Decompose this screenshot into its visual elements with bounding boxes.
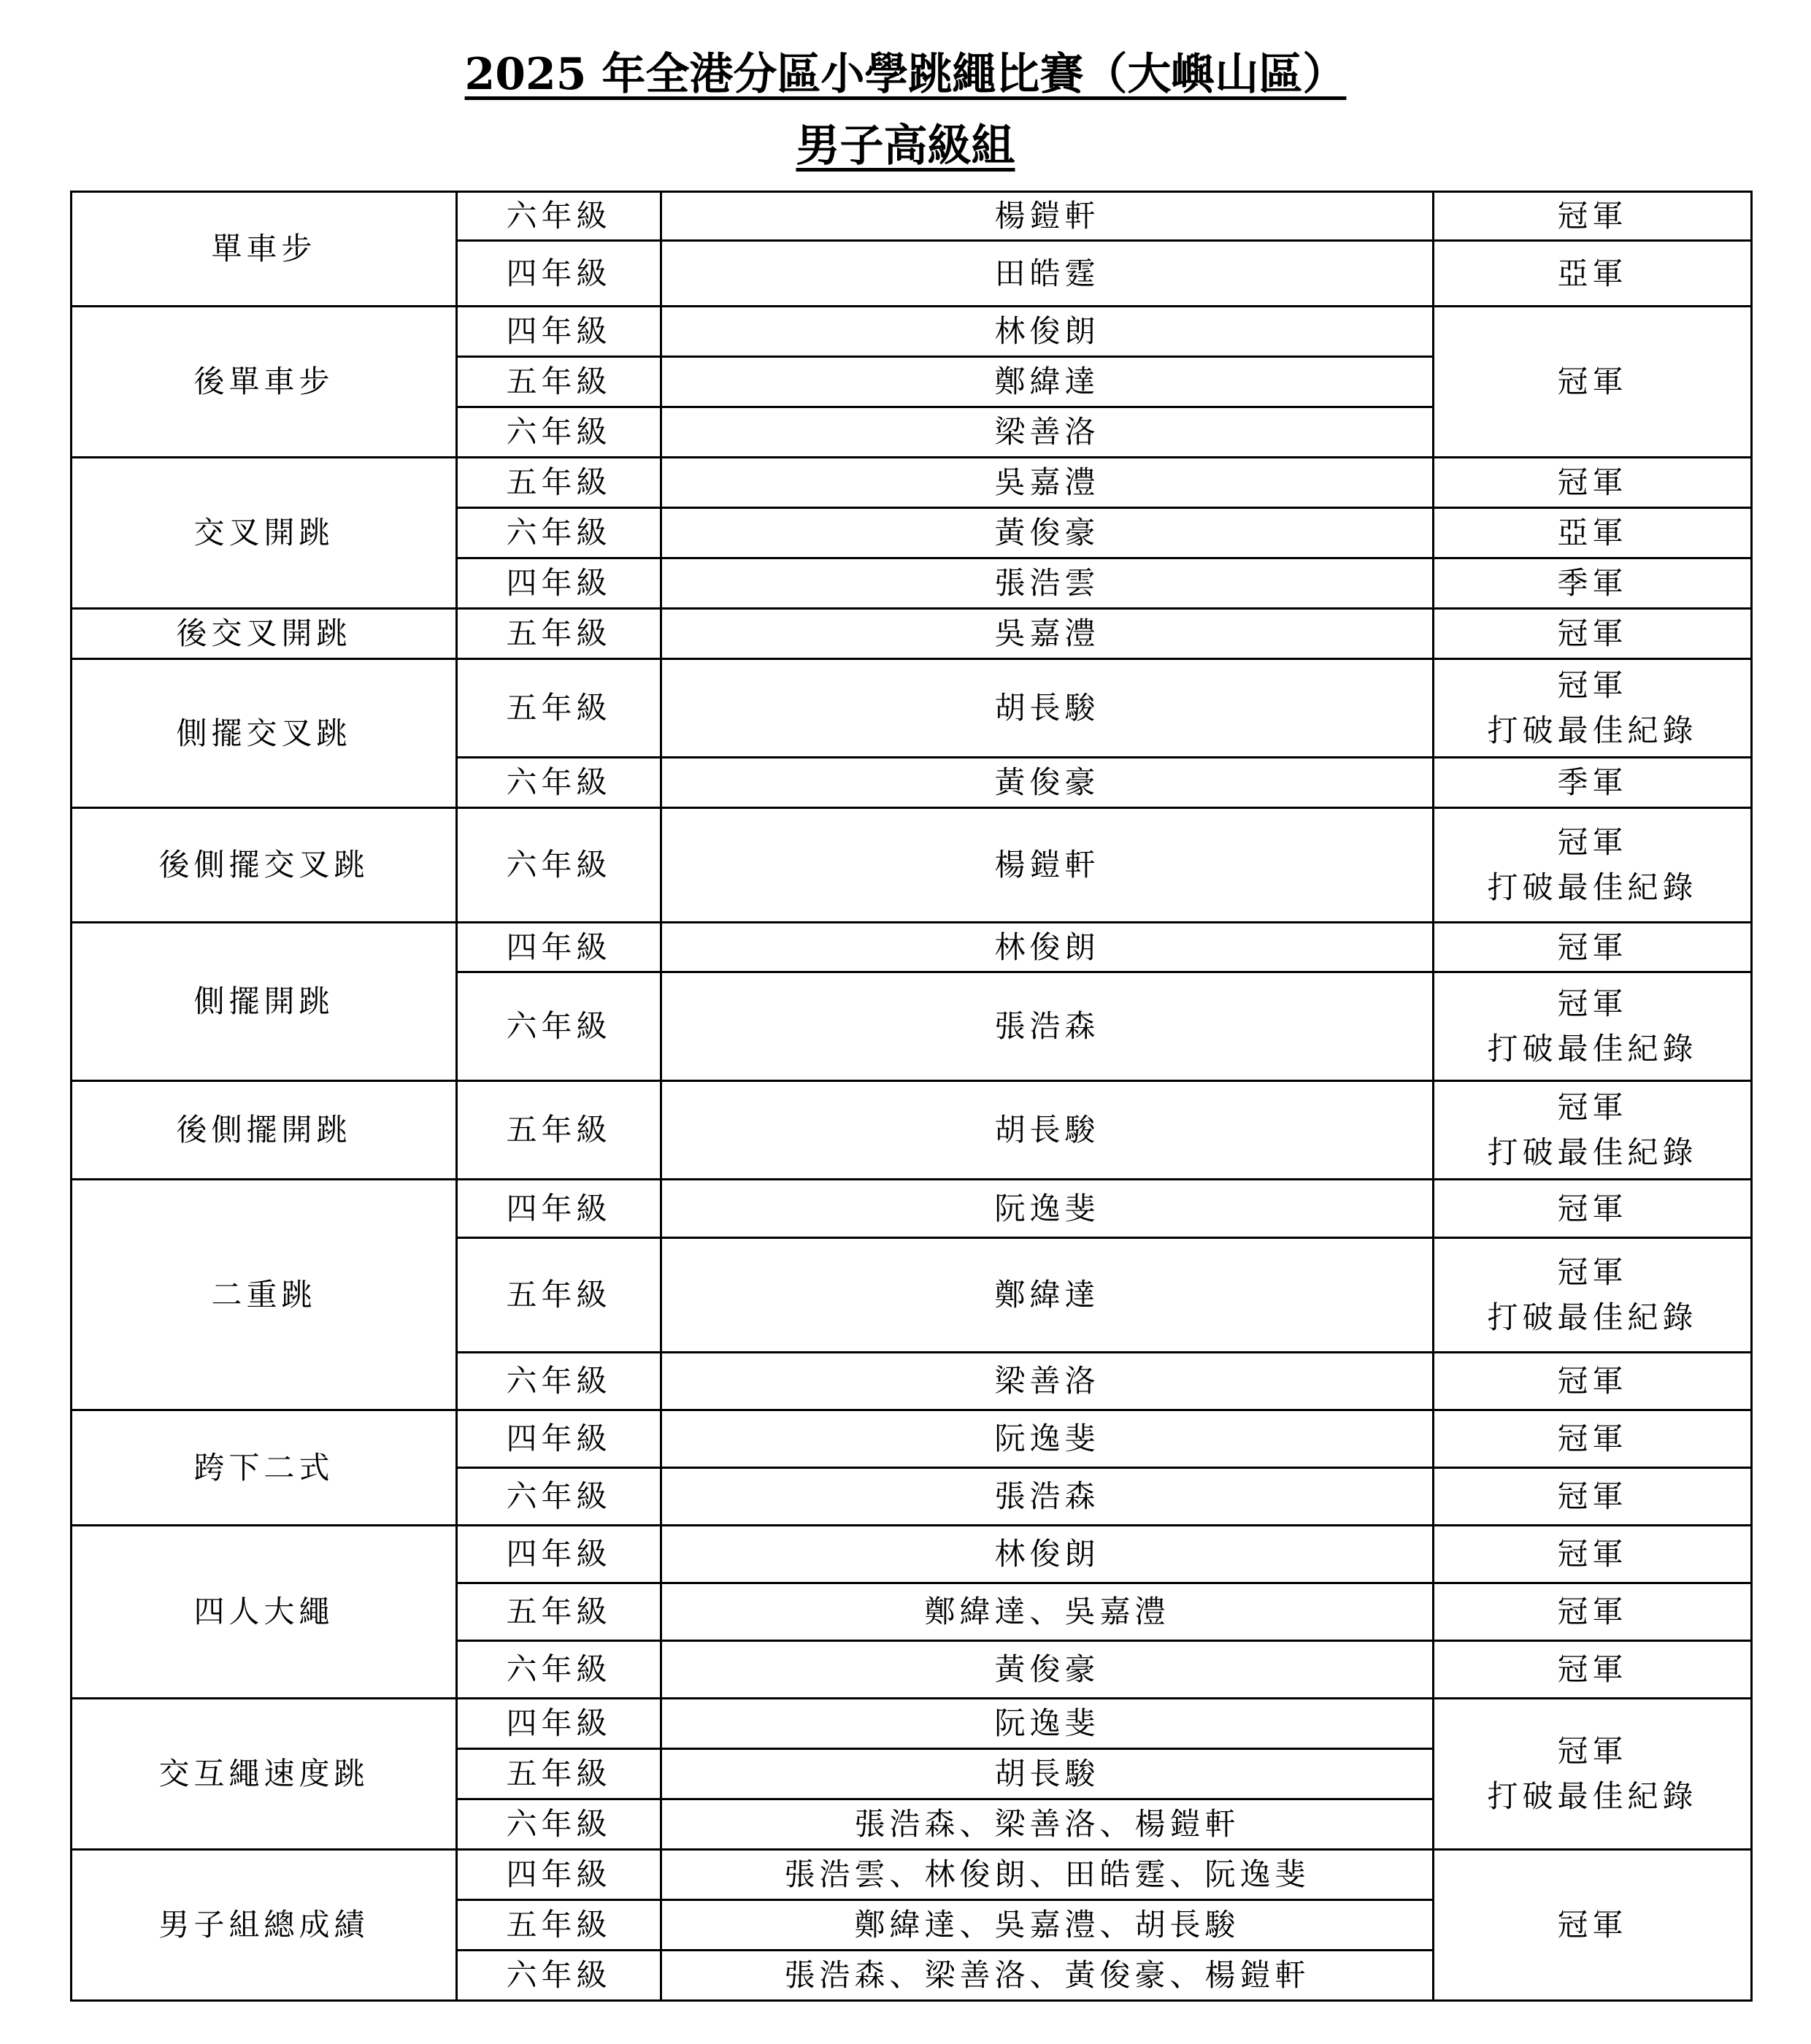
- award-text: 季軍: [1557, 565, 1628, 601]
- names-cell: 鄭緯達: [661, 357, 1434, 407]
- names-cell: 黃俊豪: [661, 508, 1434, 558]
- event-cell: 側擺交叉跳: [72, 659, 457, 808]
- award-cell: [1434, 192, 1752, 241]
- table-row: [72, 659, 1752, 758]
- page-title-text: 2025 年全港分區小學跳繩比賽（大嶼山區）: [464, 49, 1347, 100]
- award-text: 冠軍: [1557, 1421, 1628, 1456]
- grade-cell: 六年級: [457, 1799, 661, 1850]
- award-cell: [1434, 972, 1752, 1081]
- page-subtitle: [0, 117, 1811, 175]
- award-text: 冠軍: [1557, 1594, 1628, 1629]
- results-table: [70, 191, 1753, 2002]
- table-row: [72, 1699, 1752, 1749]
- table-row: [72, 458, 1752, 508]
- award-text: 冠軍: [1557, 198, 1628, 234]
- grade-cell: 六年級: [457, 1951, 661, 2001]
- names-cell: 黃俊豪: [661, 1641, 1434, 1699]
- table-row: [72, 192, 1752, 241]
- names-cell: 吳嘉澧: [661, 458, 1434, 508]
- award-text: 冠軍: [1557, 1536, 1628, 1572]
- names-cell: 梁善洛: [661, 407, 1434, 458]
- names-cell: 張浩雲: [661, 558, 1434, 609]
- award-cell: [1434, 1468, 1752, 1526]
- names-cell: 田皓霆: [661, 241, 1434, 307]
- results-table-body: [72, 192, 1752, 2001]
- grade-cell: 五年級: [457, 458, 661, 508]
- award-cell: [1434, 1180, 1752, 1238]
- grade-cell: 四年級: [457, 1180, 661, 1238]
- award-cell: [1434, 241, 1752, 307]
- grade-cell: 五年級: [457, 1583, 661, 1641]
- event-cell: 側擺開跳: [72, 923, 457, 1081]
- grade-cell: 四年級: [457, 1410, 661, 1468]
- event-cell: 交叉開跳: [72, 458, 457, 609]
- names-cell: 鄭緯達、吳嘉澧、胡長駿: [661, 1900, 1434, 1951]
- names-cell: 鄭緯達、吳嘉澧: [661, 1583, 1434, 1641]
- names-cell: 林俊朗: [661, 923, 1434, 972]
- award-cell: [1434, 659, 1752, 758]
- award-cell: [1434, 1699, 1752, 1850]
- award-text: 冠軍: [1557, 1651, 1628, 1687]
- award-cell: [1434, 1353, 1752, 1410]
- names-cell: 鄭緯達: [661, 1238, 1434, 1353]
- award-cell: [1434, 1081, 1752, 1180]
- award-cell: [1434, 1583, 1752, 1641]
- award-text: 亞軍: [1557, 255, 1628, 291]
- award-text: 打破最佳紀錄: [1487, 712, 1698, 748]
- table-row: [72, 808, 1752, 923]
- award-text: 季軍: [1557, 764, 1628, 800]
- names-cell: 阮逸斐: [661, 1180, 1434, 1238]
- award-text: 打破最佳紀錄: [1487, 1778, 1698, 1814]
- grade-cell: 四年級: [457, 307, 661, 357]
- award-cell: [1434, 609, 1752, 659]
- names-cell: 林俊朗: [661, 1526, 1434, 1583]
- table-row: [72, 609, 1752, 659]
- event-cell: 後側擺開跳: [72, 1081, 457, 1180]
- award-cell: [1434, 508, 1752, 558]
- names-cell: 黃俊豪: [661, 758, 1434, 808]
- grade-cell: 四年級: [457, 1850, 661, 1900]
- names-cell: 阮逸斐: [661, 1699, 1434, 1749]
- names-cell: 吳嘉澧: [661, 609, 1434, 659]
- table-row: [72, 1180, 1752, 1238]
- award-text: 冠軍: [1557, 1190, 1628, 1226]
- grade-cell: 六年級: [457, 407, 661, 458]
- award-cell: [1434, 1850, 1752, 2001]
- grade-cell: 六年級: [457, 508, 661, 558]
- table-row: [72, 1410, 1752, 1468]
- grade-cell: 五年級: [457, 1238, 661, 1353]
- award-text: 冠軍: [1557, 1089, 1628, 1125]
- names-cell: 張浩雲、林俊朗、田皓霆、阮逸斐: [661, 1850, 1434, 1900]
- names-cell: 張浩森: [661, 972, 1434, 1081]
- award-cell: [1434, 1238, 1752, 1353]
- event-cell: 交互繩速度跳: [72, 1699, 457, 1850]
- award-cell: [1434, 1410, 1752, 1468]
- event-cell: 跨下二式: [72, 1410, 457, 1526]
- award-text: 冠軍: [1557, 1363, 1628, 1399]
- grade-cell: 六年級: [457, 1468, 661, 1526]
- award-text: 冠軍: [1557, 986, 1628, 1021]
- names-cell: 楊鎧軒: [661, 192, 1434, 241]
- award-cell: [1434, 923, 1752, 972]
- grade-cell: 四年級: [457, 558, 661, 609]
- award-text: 冠軍: [1557, 615, 1628, 651]
- event-cell: 單車步: [72, 192, 457, 307]
- award-cell: [1434, 1526, 1752, 1583]
- award-text: 冠軍: [1557, 1733, 1628, 1769]
- grade-cell: 五年級: [457, 609, 661, 659]
- award-text: 冠軍: [1557, 1254, 1628, 1290]
- event-cell: 後單車步: [72, 307, 457, 458]
- names-cell: 胡長駿: [661, 1749, 1434, 1799]
- grade-cell: 四年級: [457, 923, 661, 972]
- grade-cell: 六年級: [457, 1641, 661, 1699]
- award-cell: [1434, 1641, 1752, 1699]
- names-cell: 楊鎧軒: [661, 808, 1434, 923]
- names-cell: 林俊朗: [661, 307, 1434, 357]
- names-cell: 阮逸斐: [661, 1410, 1434, 1468]
- names-cell: 張浩森、梁善洛、楊鎧軒: [661, 1799, 1434, 1850]
- award-text: 冠軍: [1557, 824, 1628, 860]
- grade-cell: 六年級: [457, 808, 661, 923]
- grade-cell: 五年級: [457, 1900, 661, 1951]
- grade-cell: 六年級: [457, 1353, 661, 1410]
- names-cell: 胡長駿: [661, 1081, 1434, 1180]
- award-text: 打破最佳紀錄: [1487, 1134, 1698, 1170]
- grade-cell: 四年級: [457, 1526, 661, 1583]
- award-text: 冠軍: [1557, 464, 1628, 500]
- award-cell: [1434, 758, 1752, 808]
- award-cell: [1434, 458, 1752, 508]
- names-cell: 胡長駿: [661, 659, 1434, 758]
- grade-cell: 五年級: [457, 659, 661, 758]
- names-cell: 張浩森、梁善洛、黃俊豪、楊鎧軒: [661, 1951, 1434, 2001]
- event-cell: 四人大繩: [72, 1526, 457, 1699]
- award-cell: [1434, 307, 1752, 458]
- event-cell: 後側擺交叉跳: [72, 808, 457, 923]
- page-subtitle-text: 男子高級組: [796, 120, 1015, 172]
- grade-cell: 六年級: [457, 192, 661, 241]
- page-title: [0, 45, 1811, 104]
- award-text: 亞軍: [1557, 515, 1628, 550]
- names-cell: 梁善洛: [661, 1353, 1434, 1410]
- award-cell: [1434, 808, 1752, 923]
- table-row: [72, 1081, 1752, 1180]
- names-cell: 張浩森: [661, 1468, 1434, 1526]
- award-text: 冠軍: [1557, 929, 1628, 965]
- grade-cell: 五年級: [457, 1081, 661, 1180]
- award-text: 打破最佳紀錄: [1487, 1299, 1698, 1335]
- award-text: 冠軍: [1557, 1907, 1628, 1943]
- event-cell: 男子組總成績: [72, 1850, 457, 2001]
- table-row: [72, 923, 1752, 972]
- table-row: [72, 1526, 1752, 1583]
- award-text: 打破最佳紀錄: [1487, 869, 1698, 905]
- grade-cell: 六年級: [457, 972, 661, 1081]
- award-cell: [1434, 558, 1752, 609]
- grade-cell: 五年級: [457, 357, 661, 407]
- grade-cell: 四年級: [457, 1699, 661, 1749]
- award-text: 冠軍: [1557, 364, 1628, 399]
- award-text: 冠軍: [1557, 1478, 1628, 1514]
- table-row: [72, 1850, 1752, 1900]
- table-row: [72, 307, 1752, 357]
- grade-cell: 六年級: [457, 758, 661, 808]
- grade-cell: 四年級: [457, 241, 661, 307]
- event-cell: 後交叉開跳: [72, 609, 457, 659]
- event-cell: 二重跳: [72, 1180, 457, 1410]
- grade-cell: 五年級: [457, 1749, 661, 1799]
- award-text: 冠軍: [1557, 667, 1628, 703]
- award-text: 打破最佳紀錄: [1487, 1031, 1698, 1067]
